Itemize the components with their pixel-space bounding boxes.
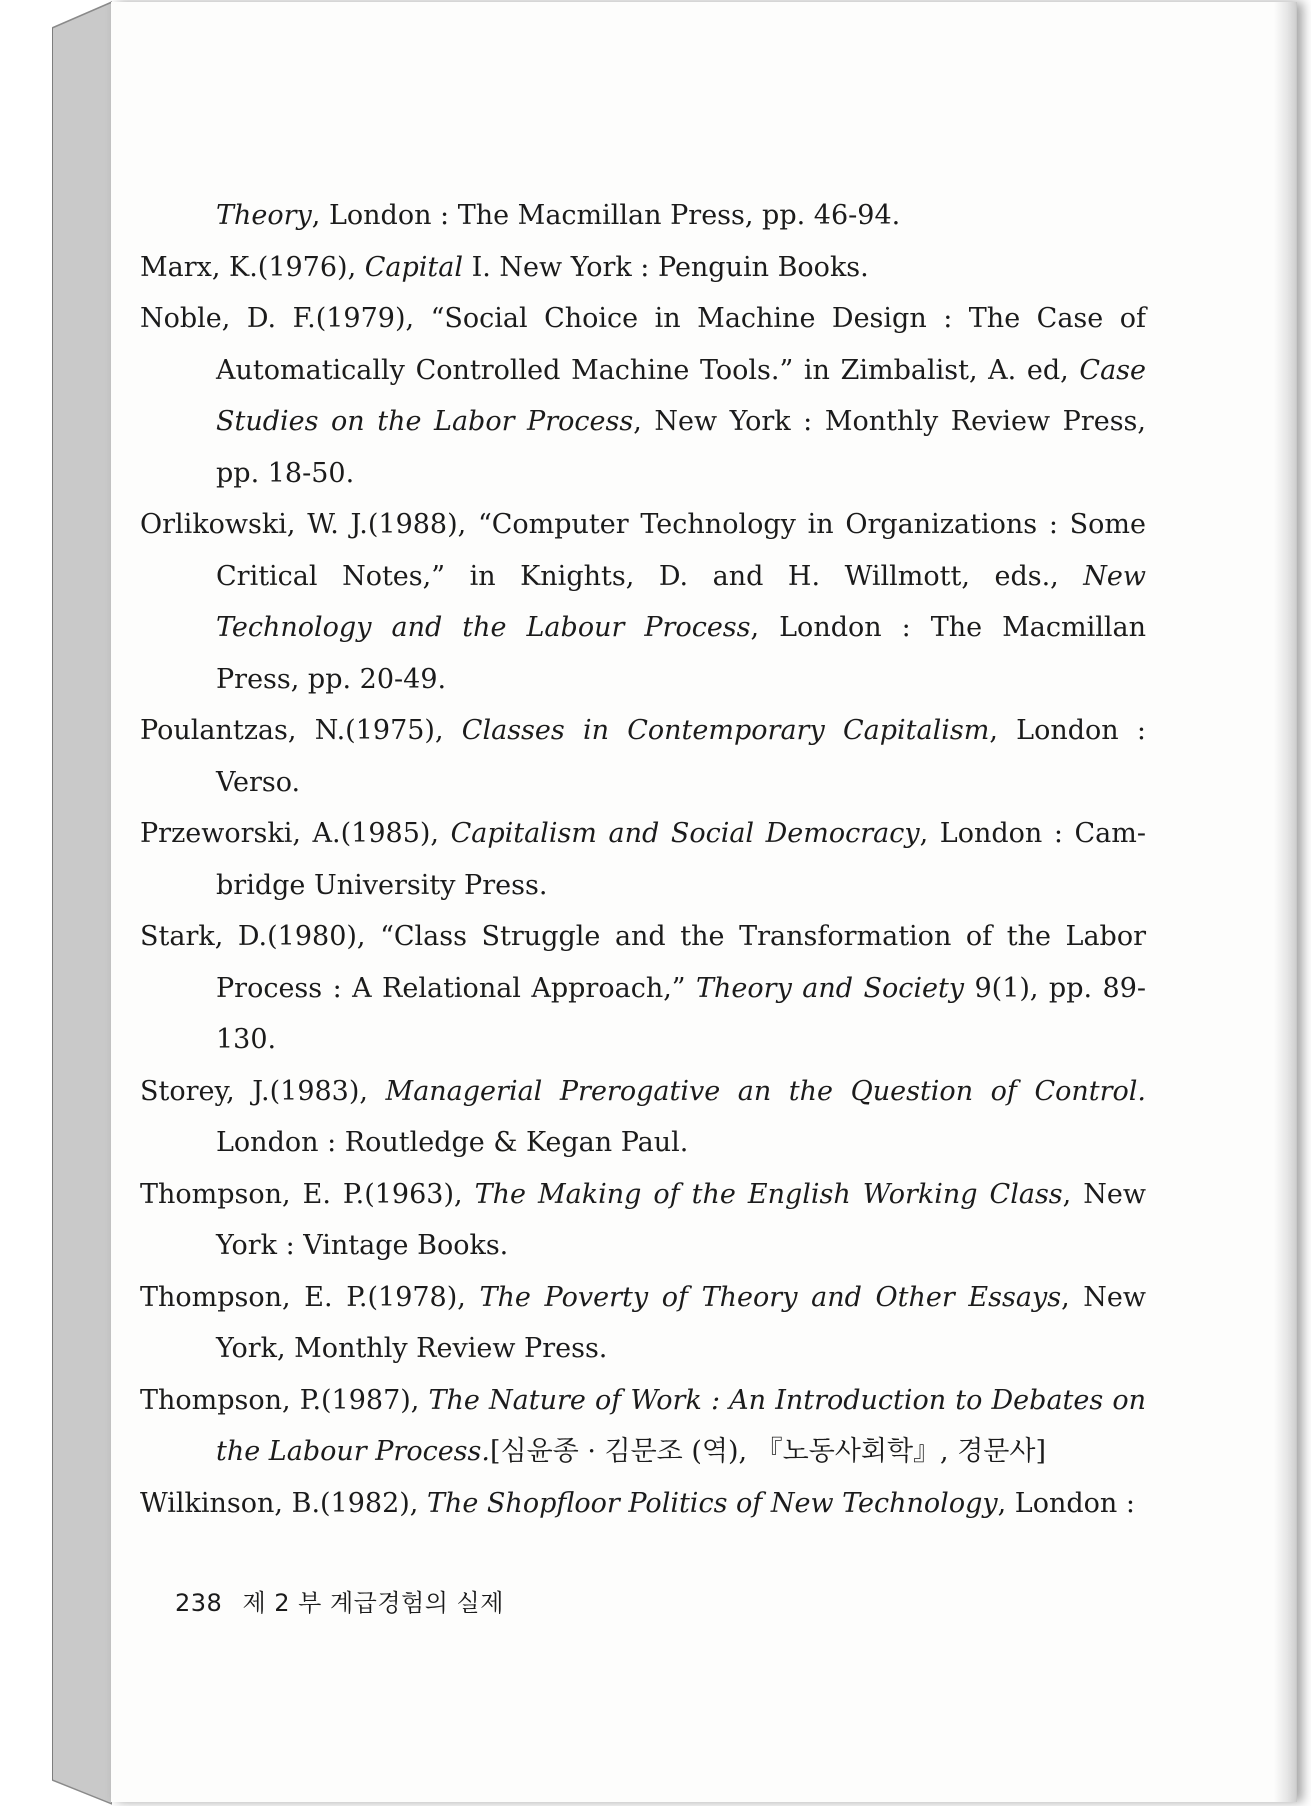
- reference-text: , New York, Monthly Review Press.: [216, 1281, 1147, 1364]
- reference-entry-stark: [140, 911, 1146, 1066]
- reference-text: , London : Cam-bridge University Press.: [216, 818, 1146, 901]
- reference-text: Thompson, P.(1987),: [140, 1384, 429, 1416]
- reference-text: London : Routledge & Kegan Paul.: [216, 1127, 689, 1158]
- reference-entry-noble: [140, 293, 1146, 499]
- reference-title: Capitalism and Social Democracy: [450, 818, 920, 849]
- reference-entry-poulantzas: [140, 705, 1146, 808]
- reference-text: Thompson, E. P.(1963),: [140, 1178, 475, 1210]
- reference-entry-marx-cont: [140, 190, 1146, 242]
- section-title: 제 2 부 계급경험의 실제: [242, 1589, 504, 1617]
- reference-text: 9(1), pp. 89-130.: [216, 972, 1146, 1055]
- reference-text: , London :: [997, 1487, 1135, 1519]
- reference-title: Theory and Society: [696, 972, 965, 1004]
- reference-text: Thompson, E. P.(1978),: [140, 1281, 480, 1313]
- reference-text: Stark, D.(1980), “Class Struggle and the Transformation of the Labor Process : A Relational Approach,”: [140, 921, 1146, 1004]
- reference-entry-thompson-p-1987: [140, 1375, 1146, 1478]
- reference-text: I. New York : Penguin Books.: [463, 251, 869, 283]
- reference-title: Capital: [364, 251, 464, 283]
- reference-text: Orlikowski, W. J.(1988), “Computer Technology in Organizations : Some Critical Notes,” in Knights, D. and H. Willmott, eds.,: [140, 509, 1146, 592]
- reference-title: New Technology and the Labour Process: [216, 560, 1146, 643]
- reference-text: Marx, K.(1976),: [140, 251, 365, 283]
- reference-text: , London : The Macmillan Press, pp. 46-94.: [311, 200, 901, 231]
- reference-title: The Poverty of Theory and Other Essays: [479, 1281, 1062, 1313]
- reference-text: , London : Verso.: [216, 715, 1146, 798]
- reference-entry-przeworski: [140, 808, 1146, 911]
- reference-title: Theory: [216, 200, 312, 231]
- book-spine-graphic: [52, 0, 112, 1806]
- reference-title: The Making of the English Working Class: [474, 1178, 1063, 1210]
- reference-text: , New York : Monthly Review Press, pp. 18-50.: [216, 406, 1146, 489]
- reference-text: Przeworski, A.(1985),: [140, 818, 451, 849]
- reference-title: Managerial Prerogative an the Question of Control.: [385, 1075, 1146, 1107]
- reference-entry-wilkinson: [140, 1478, 1146, 1530]
- page-edge-shadow: [1274, 2, 1296, 1802]
- reference-text: Poulantzas, N.(1975),: [140, 715, 462, 746]
- page-footer: [175, 1583, 504, 1618]
- reference-text: , New York : Vintage Books.: [216, 1178, 1146, 1261]
- reference-entry-storey: [140, 1066, 1146, 1169]
- reference-text: Storey, J.(1983),: [140, 1075, 386, 1107]
- reference-text: [심윤종 · 김문조 (역), 『노동사회학』, 경문사]: [489, 1436, 1046, 1467]
- reference-text: , London : The Macmillan Press, pp. 20-49.: [216, 612, 1147, 695]
- reference-list: [140, 190, 1146, 1529]
- reference-entry-thompson-ep-1978: [140, 1272, 1146, 1375]
- reference-title: The Shopfloor Politics of New Technology: [426, 1487, 998, 1519]
- reference-entry-thompson-ep-1963: [140, 1169, 1146, 1272]
- reference-title: The Nature of Work : An Introduction to Debates on the Labour Process.: [216, 1384, 1147, 1467]
- reference-title: Classes in Contemporary Capitalism: [461, 715, 990, 746]
- reference-entry-marx: [140, 242, 1146, 294]
- reference-entry-orlikowski: [140, 499, 1146, 705]
- reference-text: Noble, D. F.(1979), “Social Choice in Machine Design : The Case of Automatically Controlled Machine Tools.” in Zimbalist, A. ed,: [140, 303, 1146, 386]
- reference-text: Wilkinson, B.(1982),: [140, 1487, 427, 1519]
- reference-title: Case Studies on the Labor Process: [216, 354, 1146, 437]
- page-number: 238: [175, 1589, 223, 1617]
